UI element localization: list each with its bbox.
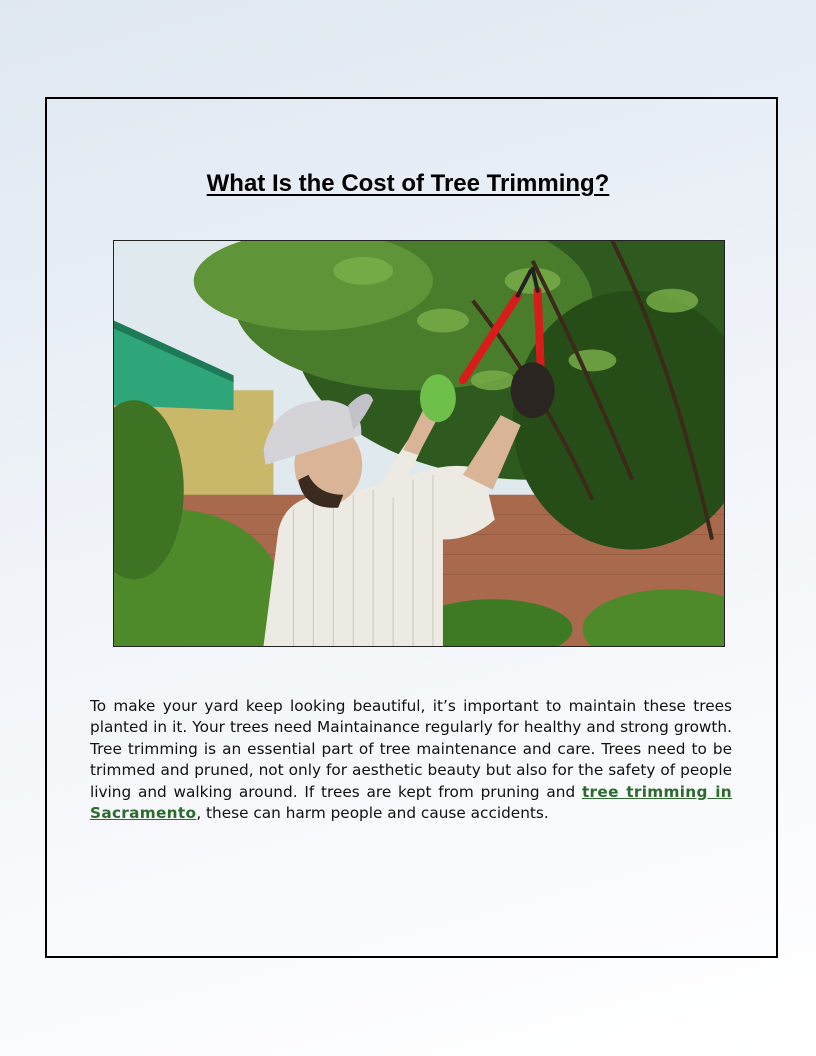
page-title: What Is the Cost of Tree Trimming? — [206, 170, 610, 197]
article-paragraph — [90, 696, 732, 824]
paragraph-text-end: , these can harm people and cause accidents. — [196, 804, 549, 823]
tree-trimming-sacramento-link[interactable]: tree trimming in Sacramento — [90, 782, 732, 823]
paragraph-text-start: To make your yard keep looking beautiful, it’s important to maintain these trees planted in it. Your trees need Maintainance regularly for healthy and strong growth. Tree trimming is an essential part of tree maintenance and care. Trees need to be trimmed and pruned, not only for aesthetic beauty but also for the safety of people living and walking around. If trees are kept from pruning and — [90, 697, 732, 801]
tree-trimming-photo — [113, 240, 725, 647]
gardener-pruning-illustration — [114, 241, 724, 646]
